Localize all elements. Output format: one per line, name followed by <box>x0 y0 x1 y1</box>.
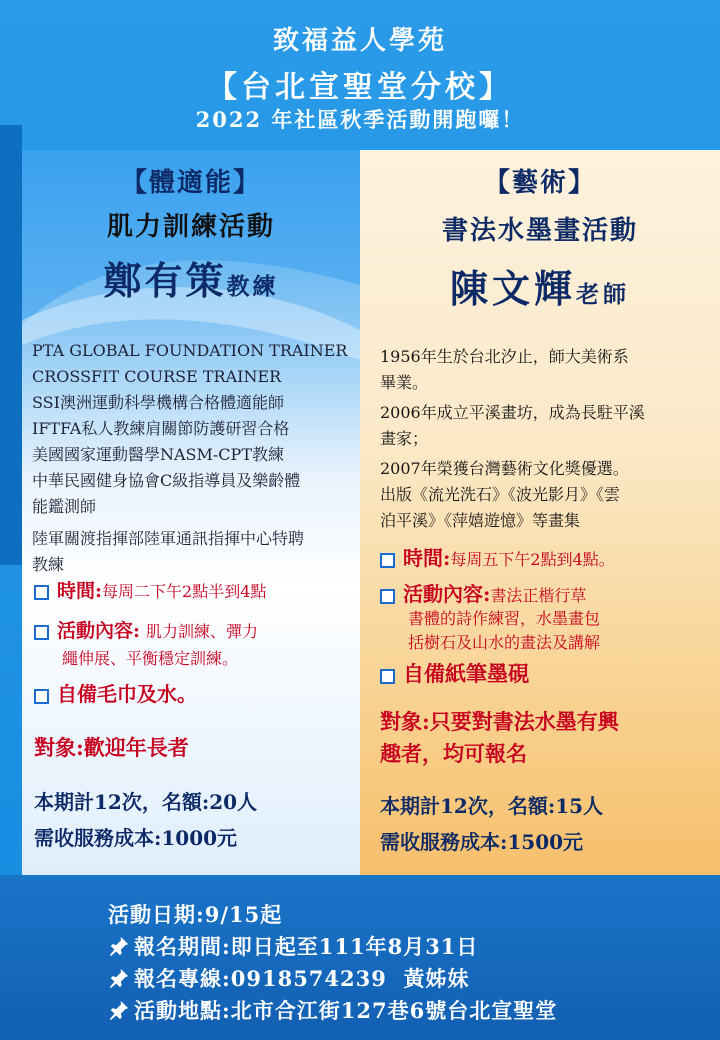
registration-hotline <box>108 963 470 993</box>
branch-name: 【台北宣聖堂分校】 <box>207 70 513 105</box>
fitness-instructor-name: 鄭有策 <box>103 258 227 303</box>
activity-location <box>108 995 557 1025</box>
activity-location-text: 活動地點:北市合江街127巷6號台北宣聖堂 <box>134 998 558 1023</box>
art-instructor <box>360 258 720 313</box>
credential-line: IFTFA私人教練肩關節防護研習合格 <box>32 419 290 438</box>
credential-line: 教練 <box>32 555 65 574</box>
credential-line: 美國國家運動醫學NASM-CPT教練 <box>32 445 284 464</box>
fitness-instructor-title: 教練 <box>226 273 279 300</box>
pushpin-icon <box>108 935 130 957</box>
registration-hotline-text: 報名專線:0918574239 黃姊妹 <box>134 966 470 991</box>
bio-line: 泊平溪》《萍嬉遊憶》等畫集 <box>380 511 581 530</box>
art-instructor-name: 陳文輝 <box>449 266 576 311</box>
art-instructor-title: 老師 <box>576 281 630 308</box>
credential-line: 陸軍關渡指揮部陸軍通訊指揮中心特聘 <box>32 529 305 548</box>
credential-line: CROSSFIT COURSE TRAINER <box>32 367 282 386</box>
checkbox-icon <box>34 689 49 704</box>
fitness-sessions: 本期計12次，名額:20人 <box>34 790 258 814</box>
fitness-panel <box>22 150 360 875</box>
art-content <box>380 578 586 607</box>
fitness-target: 對象:歡迎年長者 <box>34 735 189 760</box>
checkbox-icon <box>380 553 395 568</box>
fitness-time-label: 時間: <box>57 580 103 602</box>
art-sessions: 本期計12次，名額:15人 <box>380 794 604 818</box>
fitness-bring-text: 自備毛巾及水。 <box>57 682 197 706</box>
fitness-credentials <box>32 338 354 578</box>
bio-line: 2006年成立平溪畫坊，成為長駐平溪 <box>380 403 645 422</box>
checkbox-icon <box>380 669 395 684</box>
art-content-value-cont: 括樹石及山水的畫法及講解 <box>408 633 601 652</box>
credential-line: 能鑑測師 <box>32 497 97 516</box>
fitness-activity: 肌力訓練活動 <box>106 212 275 242</box>
checkbox-icon <box>380 589 395 604</box>
checkbox-icon <box>34 585 49 600</box>
art-content-label: 活動內容: <box>403 582 491 606</box>
checkbox-icon <box>34 625 49 640</box>
pushpin-icon <box>108 999 130 1021</box>
fitness-category: 【體適能】 <box>120 168 261 198</box>
bio-line: 1956年生於台北汐止，師大美術系 <box>380 347 629 366</box>
info-footer <box>0 875 720 1040</box>
fitness-instructor <box>22 250 360 305</box>
art-category: 【藝術】 <box>483 168 596 198</box>
fitness-content-value-cont: 繩伸展、平衡穩定訓練。 <box>62 649 239 668</box>
fitness-content <box>34 616 258 643</box>
credential-line: SSI澳洲運動科學機構合格體適能師 <box>32 393 284 412</box>
fitness-bring <box>34 678 197 707</box>
art-bring <box>380 658 529 688</box>
art-content-value-cont: 書體的詩作練習，水墨畫包 <box>408 609 601 628</box>
art-bio <box>380 344 710 534</box>
registration-period <box>108 931 478 961</box>
pushpin-icon <box>108 967 130 989</box>
fitness-fee: 需收服務成本:1000元 <box>34 826 238 850</box>
art-target-line1: 對象:只要對書法水墨有興 <box>380 709 619 734</box>
bio-line: 畢業。 <box>380 373 429 392</box>
fitness-content-value: 肌力訓練、彈力 <box>146 622 259 641</box>
art-bring-text: 自備紙筆墨硯 <box>403 661 529 686</box>
art-panel <box>360 150 720 875</box>
activity-date: 活動日期:9/15起 <box>108 902 283 927</box>
bio-line: 出版《流光洗石》《波光影月》《雲 <box>380 485 621 504</box>
art-fee: 需收服務成本:1500元 <box>380 830 584 854</box>
art-time-value: 每周五下午2點到4點。 <box>450 550 615 569</box>
flyer-header <box>0 0 720 150</box>
side-tab-strip <box>0 125 22 565</box>
art-target-line2: 趣者，均可報名 <box>380 741 527 766</box>
season-slogan: 2022 年社區秋季活動開跑囉！ <box>195 107 525 132</box>
art-content-value: 書法正楷行草 <box>490 586 587 605</box>
registration-period-text: 報名期間:即日起至111年8月31日 <box>134 934 479 959</box>
fitness-time-value: 每周二下午2點半到4點 <box>102 582 267 601</box>
credential-line: 中華民國健身協會C級指導員及樂齡體 <box>32 471 301 490</box>
fitness-time <box>34 576 266 603</box>
bio-line: 畫家； <box>380 429 429 448</box>
bio-line: 2007年榮獲台灣藝術文化獎優選。 <box>380 459 629 478</box>
credential-line: PTA GLOBAL FOUNDATION TRAINER <box>32 341 348 360</box>
org-name: 致福益人學苑 <box>272 26 447 56</box>
fitness-content-label: 活動內容: <box>57 620 141 642</box>
art-time-label: 時間: <box>403 546 451 570</box>
art-time <box>380 542 615 571</box>
art-activity: 書法水墨畫活動 <box>441 216 638 246</box>
